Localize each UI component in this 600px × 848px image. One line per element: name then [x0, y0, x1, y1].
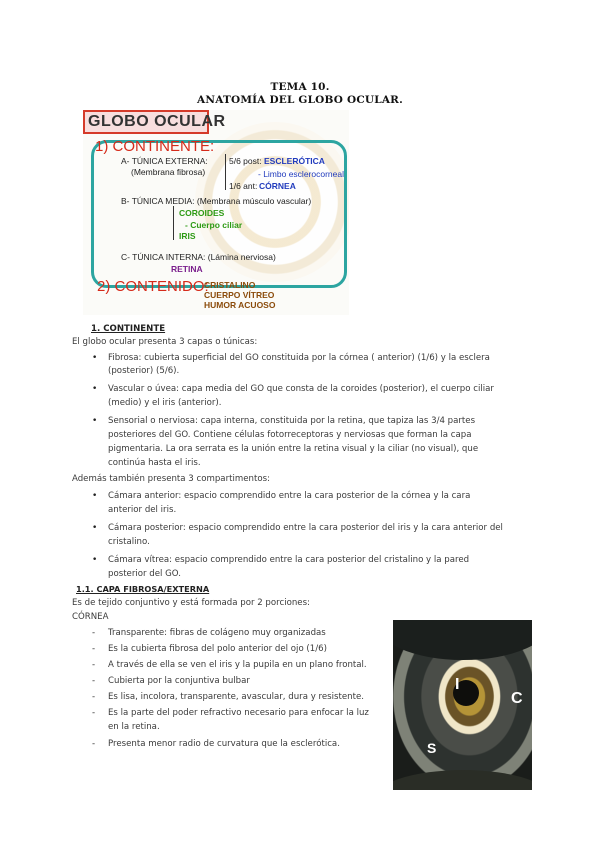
list-item: Es lisa, incolora, transparente, avascular, dura y resistente.	[108, 692, 364, 702]
dash-marker: -	[92, 660, 96, 670]
membrana-fibrosa-label: (Membrana fibrosa)	[131, 167, 206, 177]
list-item: A través de ella se ven el iris y la pupila en un plano frontal.	[108, 660, 367, 670]
cuerpo-ciliar-label: - Cuerpo ciliar	[185, 220, 243, 230]
bullet-marker: •	[92, 555, 98, 565]
list-item: Cubierta por la conjuntiva bulbar	[108, 676, 250, 686]
tunica-interna-label: C- TÚNICA INTERNA: (Lámina nerviosa)	[121, 252, 276, 262]
section-heading-continente: 1. CONTINENTE	[91, 324, 166, 334]
section11-intro: Es de tejido conjuntivo y está formada por 2 porciones:	[72, 598, 310, 608]
cristalino-label: CRISTALINO	[204, 280, 256, 290]
list-item: Presenta menor radio de curvatura que la esclerótica.	[108, 739, 340, 749]
bullet-marker: •	[92, 416, 98, 426]
bracket-line-externa	[225, 154, 226, 190]
paragraph-line: continúa hasta el iris.	[108, 458, 201, 468]
dash-marker: -	[92, 692, 96, 702]
section-intro: El globo ocular presenta 3 capas o túnicas:	[72, 337, 258, 347]
list-item: en la retina.	[108, 722, 160, 732]
diagram-heading: GLOBO OCULAR	[88, 113, 226, 130]
paragraph-line: posteriores del GO. Contiene células fotorreceptoras y nerviosas que forman la capa	[108, 430, 472, 440]
paragraph-line: (posterior) (5/6).	[108, 366, 180, 376]
dash-marker: -	[92, 628, 96, 638]
bullet-marker: •	[92, 353, 98, 363]
humor-acuoso-label: HUMOR ACUOSO	[204, 300, 276, 310]
bullet-marker: •	[92, 523, 98, 533]
coroides-label: COROIDES	[179, 208, 225, 218]
dash-marker: -	[92, 644, 96, 654]
paragraph-line: Fibrosa: cubierta superficial del GO constituida por la córnea ( anterior) (1/6) y la esclera	[108, 353, 490, 363]
dash-marker: -	[92, 739, 96, 749]
iris-label: IRIS	[179, 231, 196, 241]
cornea-label: CÓRNEA	[259, 181, 296, 191]
compartments-intro: Además también presenta 3 compartimentos:	[72, 474, 270, 484]
limbo-label: - Limbo esclerocorneal	[258, 169, 344, 179]
paragraph-line: Sensorial o nerviosa: capa interna, constituida por la retina, que tapiza las 3/4 partes	[108, 416, 476, 426]
photo-label-i: I	[455, 676, 460, 693]
list-item: Es la cubierta fibrosa del polo anterior del ojo (1/6)	[108, 644, 327, 654]
bracket-line-media	[173, 206, 174, 240]
section-heading-capa-fibrosa: 1.1. CAPA FIBROSA/EXTERNA	[76, 584, 210, 594]
upper-eyelid	[393, 620, 532, 660]
list-item: Transparente: fibras de colágeno muy organizadas	[108, 628, 326, 638]
paragraph-line: Vascular o úvea: capa media del GO que consta de la coroides (posterior), el cuerpo ciliar	[108, 384, 494, 394]
ant-label: 1/6 ant:	[229, 181, 258, 191]
contenido-label: 2) CONTENIDO:	[97, 278, 209, 295]
globo-ocular-diagram	[83, 110, 349, 315]
paragraph-line: Cámara posterior: espacio comprendido entre la cara posterior del iris y la cara anterior del	[108, 523, 503, 533]
esclerotica-label: ESCLERÓTICA	[264, 156, 325, 166]
paragraph-line: cristalino.	[108, 537, 150, 547]
cuerpo-vitreo-label: CUERPO VÍTREO	[204, 290, 275, 300]
document-subtitle: ANATOMÍA DEL GLOBO OCULAR.	[197, 94, 403, 106]
dash-marker: -	[92, 676, 96, 686]
paragraph-line: pigmentaria. La ora serrata es la unión entre la retina visual y la ciliar (no visual), que	[108, 444, 479, 454]
document-title: TEMA 10.	[270, 81, 330, 93]
paragraph-line: Cámara anterior: espacio comprendido entre la cara posterior de la córnea y la cara	[108, 491, 471, 501]
list-item: Es la parte del poder refractivo necesario para enfocar la luz	[108, 708, 369, 718]
photo-label-s: S	[427, 740, 437, 756]
paragraph-line: anterior del iris.	[108, 505, 177, 515]
photo-label-c: C	[511, 690, 523, 707]
tunica-externa-label: A- TÚNICA EXTERNA:	[121, 156, 208, 166]
tunica-media-label: B- TÚNICA MEDIA: (Membrana músculo vascular)	[121, 196, 312, 206]
bullet-marker: •	[92, 384, 98, 394]
continente-label: 1) CONTINENTE:	[95, 138, 215, 155]
retina-label: RETINA	[171, 264, 203, 274]
dash-marker: -	[92, 708, 96, 718]
post-label: 5/6 post:	[229, 156, 262, 166]
paragraph-line: (medio) y el iris (anterior).	[108, 398, 222, 408]
lower-eyelid	[393, 770, 532, 790]
bullet-marker: •	[92, 491, 98, 501]
eye-photo	[393, 620, 532, 790]
cornea-subheading: CÓRNEA	[72, 612, 109, 622]
paragraph-line: posterior del GO.	[108, 569, 181, 579]
paragraph-line: Cámara vítrea: espacio comprendido entre la cara posterior del cristalino y la pared	[108, 555, 470, 565]
